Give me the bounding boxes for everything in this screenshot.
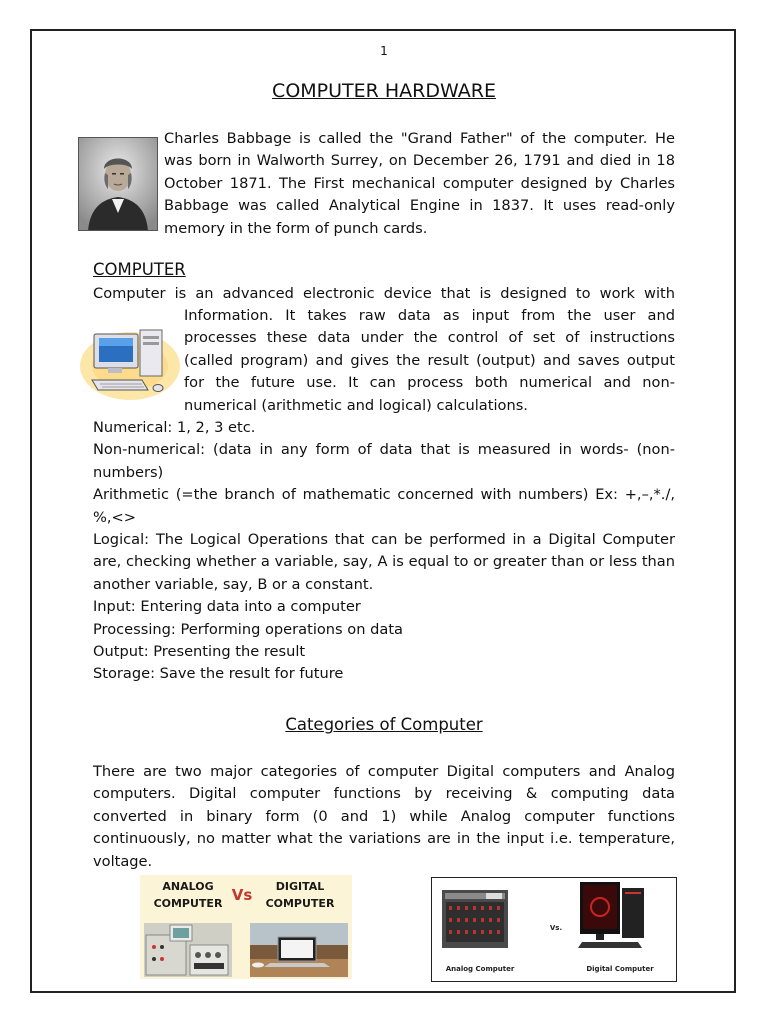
categories-heading: Categories of Computer [285, 715, 483, 734]
definition-text: Non-numerical: (data in any form of data that is measured in words- (non-numbers) [93, 441, 675, 481]
definition-item [93, 417, 675, 439]
definitions-list [93, 417, 675, 686]
analytical-engine-highlight: Analytical Engine in 1837. [328, 197, 534, 215]
digital-computer-caption: Digital Computer [586, 965, 654, 973]
analog-vs-digital-image [140, 875, 352, 979]
vs-label: Vs [231, 886, 253, 904]
babbage-name: Charles Babbage [164, 130, 292, 147]
analog-computer-caption: Analog Computer [445, 965, 515, 973]
digital-laptop-photo [250, 923, 348, 977]
analog-label-1: ANALOG [162, 880, 214, 893]
comparison-graphic [432, 878, 676, 981]
definition-label: Input: [93, 598, 136, 616]
computer-clipart [78, 322, 180, 400]
page-number: 1 [380, 44, 388, 58]
definition-text: Arithmetic (=the branch of mathematic concerned with numbers) Ex: +,–,*./, %,<> [93, 486, 675, 526]
definition-label: Storage: [93, 665, 156, 683]
digital-label-2: COMPUTER [265, 897, 335, 910]
digital-computer-photo [578, 882, 644, 948]
definition-item [93, 596, 675, 618]
analog-computer-photo [144, 923, 232, 977]
charles-babbage-portrait [78, 137, 158, 231]
analog-computer-photo [442, 890, 508, 948]
analog-vs-digital-graphic [140, 875, 352, 979]
categories-paragraph: There are two major categories of computer Digital computers and Analog computers. Digital computer functions by receiving & computing data converted in binary form (0 and 1) while Analog computer functions continuously, no matter what the variations are in the input i.e. temperature, voltage. [93, 763, 675, 870]
vs-label: Vs. [549, 924, 563, 932]
definition-text: Presenting the result [148, 643, 306, 661]
digital-label-1: DIGITAL [275, 880, 325, 893]
definition-item [93, 663, 675, 685]
computer-first-line: Computer is an advanced electronic device that is designed to work with [93, 285, 675, 302]
definition-item [93, 529, 675, 596]
computer-heading: COMPUTER [93, 260, 186, 279]
definition-text: Entering data into a computer [135, 598, 361, 616]
intro-paragraph [164, 128, 675, 240]
definition-text: Logical: The Logical Operations that can be performed in a Digital Computer are, checking whether a variable, say, A is equal to or greater than or less than another variable, say, B or a constant. [93, 531, 675, 593]
definition-label: Output: [93, 643, 149, 661]
intro-text-2: It uses read-only memory in the form of punch cards. [164, 197, 675, 237]
definition-item [93, 619, 675, 641]
definition-item [93, 439, 675, 484]
computer-description: Information. It takes raw data as input from the user and processes these data under the control of set of instructions (called program) and gives the result (output) and saves output for the future use. It can process both numerical and non-numerical (arithmetic and logical) calculations. [184, 307, 675, 414]
definition-text: Numerical: 1, 2, 3 etc. [93, 419, 256, 436]
definition-text: Save the result for future [155, 665, 344, 683]
definition-label: Processing: [93, 620, 176, 638]
intro-text-1: is called the "Grand Father" of the computer. He was born in Walworth Surrey, on December 26, 1791 and died in 18 October 1871. The First mechanical computer designed by Charles Babbage was called [164, 130, 676, 215]
page-title: COMPUTER HARDWARE [272, 80, 496, 102]
analog-digital-comparison-image [431, 877, 677, 982]
definition-text: Performing operations on data [175, 620, 403, 638]
definition-item [93, 641, 675, 663]
analog-label-2: COMPUTER [153, 897, 223, 910]
definition-item [93, 484, 675, 529]
